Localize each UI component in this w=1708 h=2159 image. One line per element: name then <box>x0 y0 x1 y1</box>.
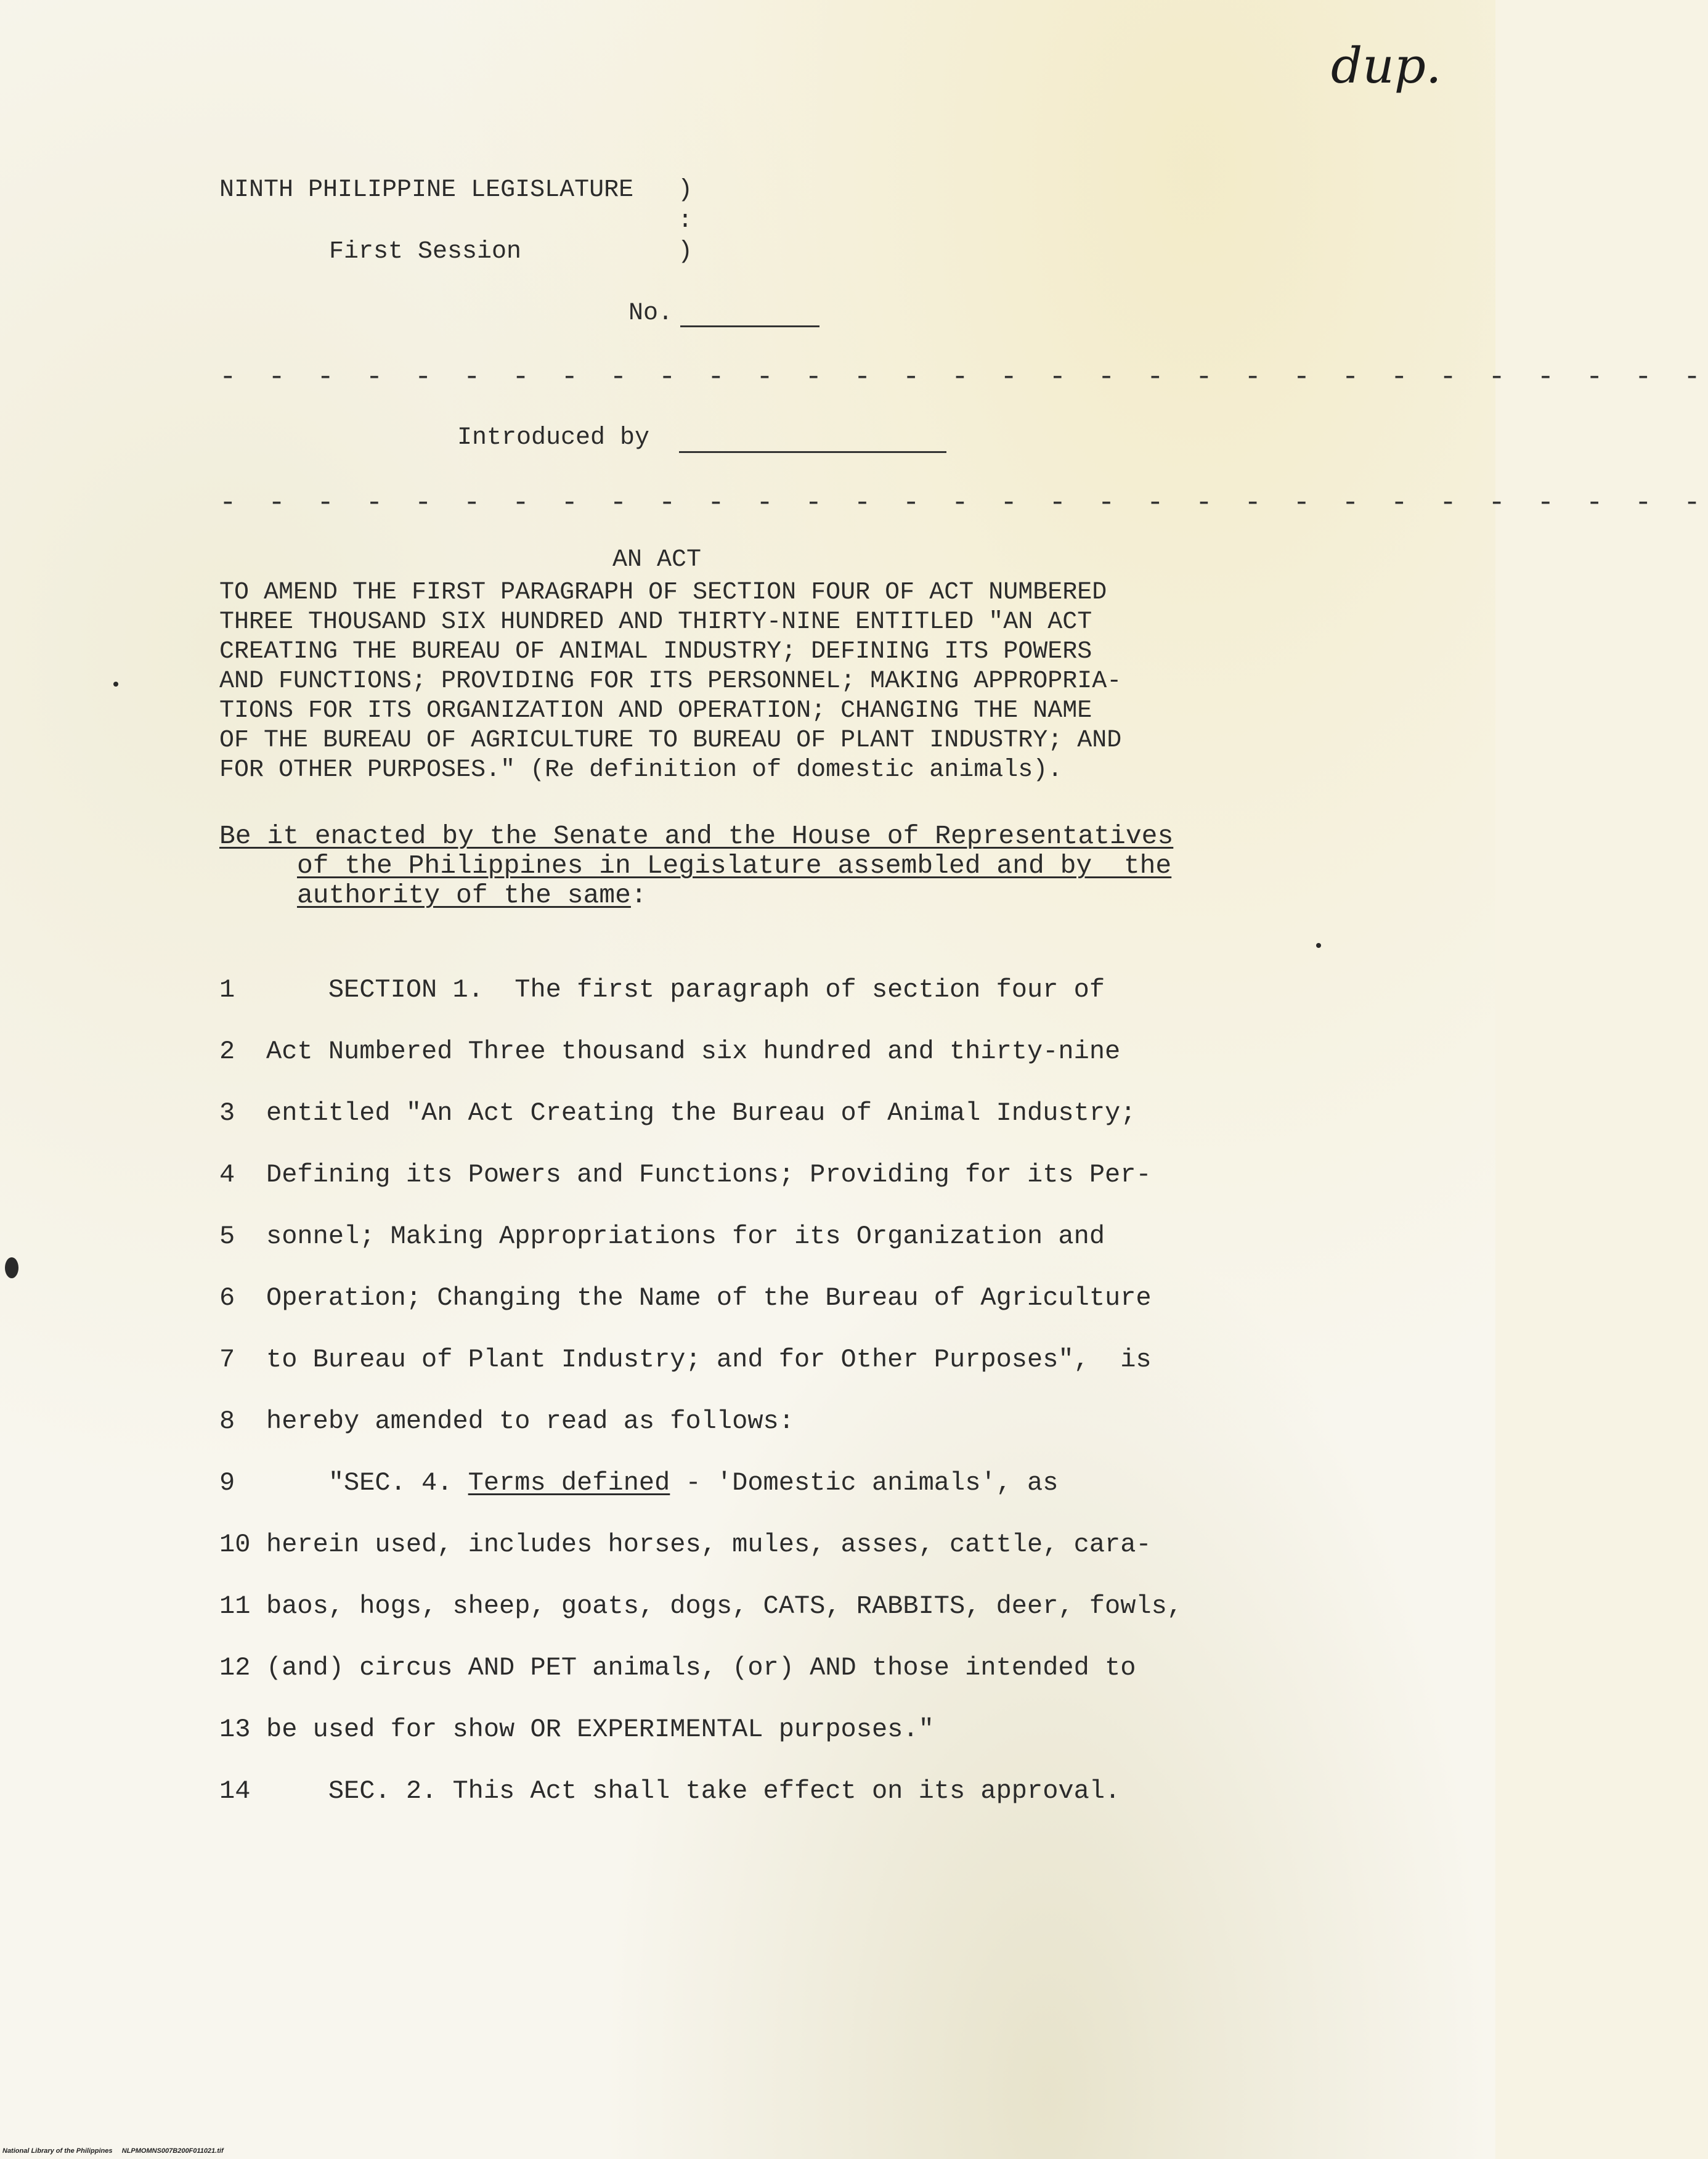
body-line-9-end: - 'Domestic animals', as <box>670 1468 1059 1498</box>
header-colon: : <box>678 207 693 235</box>
act-title-line: CREATING THE BUREAU OF ANIMAL INDUSTRY; DEFINING ITS POWERS <box>219 638 1092 666</box>
session-label: First Session <box>329 238 522 266</box>
body-line: entitled "An Act Creating the Bureau of Animal Industry; <box>266 1098 1136 1128</box>
introduced-by-blank <box>679 451 946 453</box>
terms-defined-heading: Terms defined <box>468 1468 670 1498</box>
header-paren-bottom: ) <box>678 238 693 266</box>
scan-footer: National Library of the Philippines NLPMOMNS007B200F011021.tif <box>2 2147 224 2155</box>
body-line: sonnel; Making Appropriations for its Organization and <box>266 1222 1105 1251</box>
body-line: SECTION 1. The first paragraph of section four of <box>266 975 1105 1005</box>
act-title-line: AND FUNCTIONS; PROVIDING FOR ITS PERSONNEL; MAKING APPROPRIA- <box>219 667 1122 695</box>
body-line: herein used, includes horses, mules, asses, cattle, cara- <box>266 1530 1152 1559</box>
enacting-line-1: Be it enacted by the Senate and the House of Representatives <box>219 821 1174 851</box>
body-line: to Bureau of Plant Industry; and for Other Purposes", is <box>266 1345 1152 1374</box>
act-title-line: OF THE BUREAU OF AGRICULTURE TO BUREAU OF PLANT INDUSTRY; AND <box>219 727 1122 754</box>
line-number: 8 <box>219 1406 235 1436</box>
body-line: (and) circus AND PET animals, (or) AND those intended to <box>266 1653 1136 1683</box>
legislature-label: NINTH PHILIPPINE LEGISLATURE <box>219 176 634 204</box>
body-line: Act Numbered Three thousand six hundred and thirty-nine <box>266 1037 1121 1066</box>
ink-speck <box>5 1257 18 1278</box>
line-number: 6 <box>219 1283 235 1313</box>
divider-top: - - - - - - - - - - - - - - - - - - - - - - - - - - - - - - - <box>219 361 1708 393</box>
line-number: 5 <box>219 1222 235 1251</box>
act-title-line: TIONS FOR ITS ORGANIZATION AND OPERATION; CHANGING THE NAME <box>219 697 1092 725</box>
body-line <box>266 1468 1221 1498</box>
line-number: 11 <box>219 1591 251 1621</box>
body-line: Operation; Changing the Name of the Bureau of Agriculture <box>266 1283 1152 1313</box>
line-number: 14 <box>219 1776 251 1806</box>
line-number: 2 <box>219 1037 235 1066</box>
line-number: 7 <box>219 1345 235 1374</box>
act-title-line: FOR OTHER PURPOSES." (Re definition of domestic animals). <box>219 756 1063 784</box>
body-line: Defining its Powers and Functions; Providing for its Per- <box>266 1160 1152 1190</box>
body-line-9-start: "SEC. 4. <box>266 1468 468 1498</box>
line-number: 3 <box>219 1098 235 1128</box>
line-number: 4 <box>219 1160 235 1190</box>
enacting-line-3: authority of the same <box>297 880 631 910</box>
header-paren-top: ) <box>678 176 693 204</box>
act-title-line: TO AMEND THE FIRST PARAGRAPH OF SECTION FOUR OF ACT NUMBERED <box>219 579 1107 606</box>
ink-speck <box>1316 943 1321 948</box>
act-heading: AN ACT <box>612 546 702 574</box>
body-line: baos, hogs, sheep, goats, dogs, CATS, RABBITS, deer, fowls, <box>266 1591 1183 1621</box>
body-line: be used for show OR EXPERIMENTAL purposes." <box>266 1715 934 1744</box>
line-number: 1 <box>219 975 235 1005</box>
line-number: 9 <box>219 1468 235 1498</box>
line-number: 10 <box>219 1530 251 1559</box>
body-line: hereby amended to read as follows: <box>266 1406 794 1436</box>
handwritten-note: dup. <box>1331 37 1442 94</box>
ink-speck <box>113 682 118 687</box>
bill-number-label: No. <box>628 300 673 327</box>
divider-bottom: - - - - - - - - - - - - - - - - - - - - - - - - - - - - - - - <box>219 487 1708 519</box>
line-number: 12 <box>219 1653 251 1683</box>
enacting-line-3-colon: : <box>630 880 647 910</box>
act-title-line: THREE THOUSAND SIX HUNDRED AND THIRTY-NINE ENTITLED "AN ACT <box>219 608 1092 636</box>
line-number: 13 <box>219 1715 251 1744</box>
enacting-line-2: of the Philippines in Legislature assembled and by the <box>297 851 1172 881</box>
act-title-block <box>219 578 1205 785</box>
introduced-by-label: Introduced by <box>457 424 650 452</box>
enacting-clause <box>219 822 1173 910</box>
body-line: SEC. 2. This Act shall take effect on its approval. <box>266 1776 1121 1806</box>
bill-number-blank <box>680 325 819 327</box>
